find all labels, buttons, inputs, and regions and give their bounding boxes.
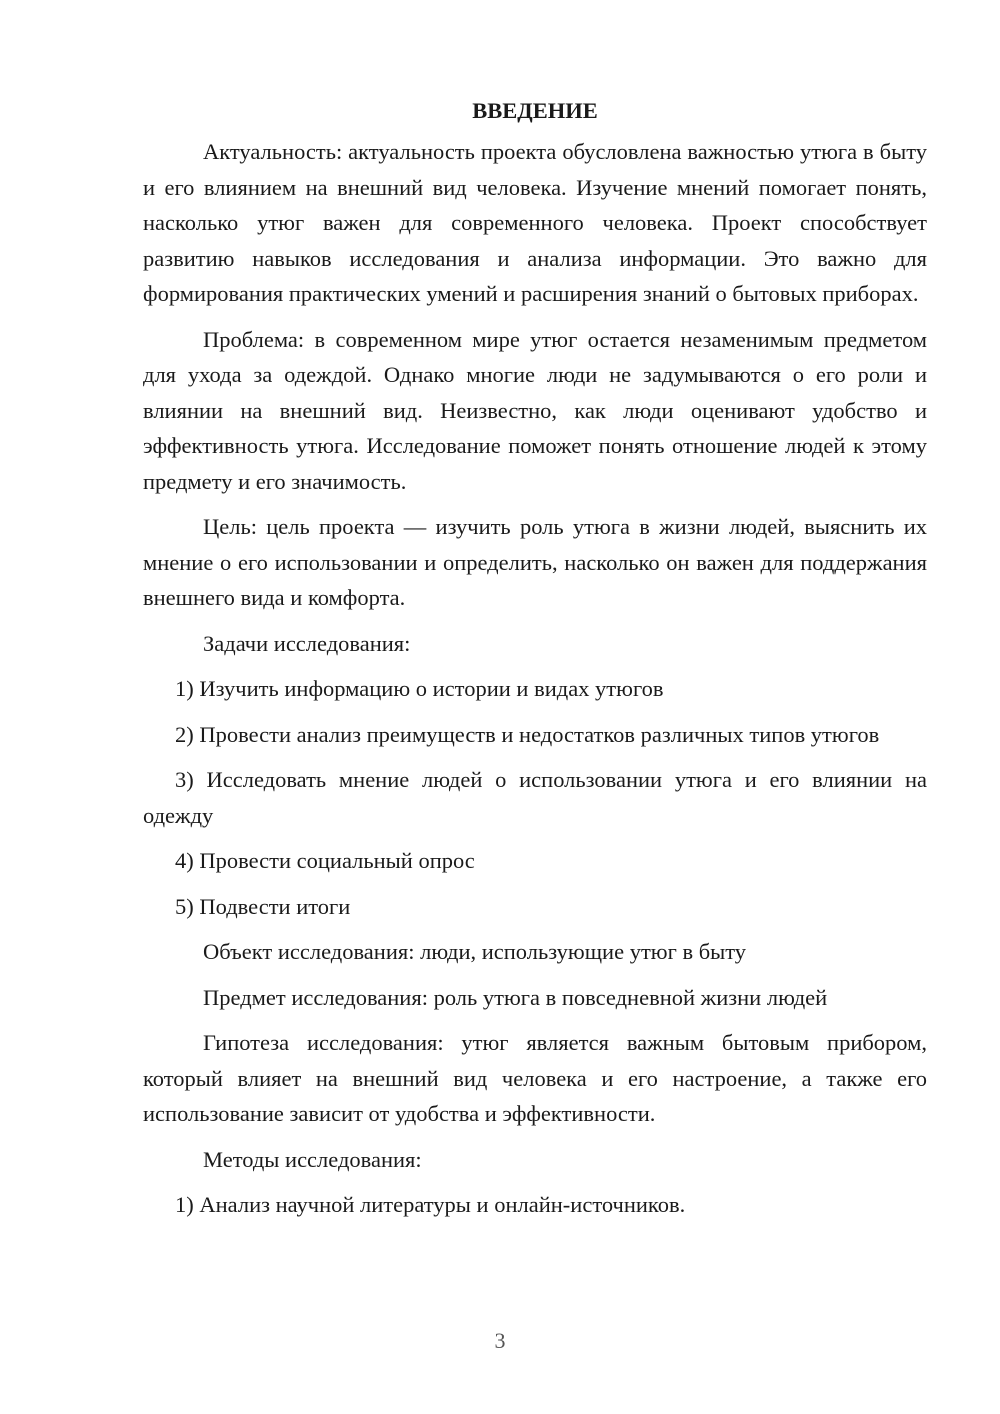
task-item-1: 1) Изучить информацию о истории и видах утюгов xyxy=(175,676,664,701)
task-item-3: 3) Исследовать мнение людей о использовании утюга и его влиянии на одежду xyxy=(143,767,927,828)
tasks-heading: Задачи исследования: xyxy=(203,630,411,656)
section-title: ВВЕДЕНИЕ xyxy=(472,98,598,123)
goal-paragraph: Цель: цель проекта — изучить роль утюга в жизни людей, выяснить их мнение о его использовании и определить, насколько он важен для поддержания внешнего вида и комфорта. xyxy=(143,514,927,610)
relevance-paragraph: Актуальность: актуальность проекта обусловлена важностью утюга в быту и его влиянием на внешний вид человека. Изучение мнений помогает понять, насколько утюг важен для современного человека. Проект способствует развитию навыков исследования и анализа информации. Это важно для формирования практических умений и расширения знаний о бытовых приборах. xyxy=(143,139,927,306)
page-content xyxy=(143,96,927,1233)
methods-heading: Методы исследования: xyxy=(203,1146,422,1172)
task-item-2: 2) Провести анализ преимуществ и недостатков различных типов утюгов xyxy=(175,721,880,747)
hypothesis-paragraph: Гипотеза исследования: утюг является важным бытовым прибором, который влияет на внешний вид человека и его настроение, а также его использование зависит от удобства и эффективности. xyxy=(143,1030,927,1126)
subject-line: Предмет исследования: роль утюга в повседневной жизни людей xyxy=(203,984,828,1010)
task-item-5: 5) Подвести итоги xyxy=(175,893,351,919)
page-number: 3 xyxy=(494,1328,506,1353)
problem-paragraph: Проблема: в современном мире утюг остается незаменимым предметом для ухода за одеждой. Однако многие люди не задумываются о его роли и влиянии на внешний вид. Неизвестно, как люди оценивают удобство и эффективность утюга. Исследование поможет понять отношение людей к этому предмету и его значимость. xyxy=(143,326,927,494)
task-item-4: 4) Провести социальный опрос xyxy=(175,848,475,873)
method-item-1: 1) Анализ научной литературы и онлайн-источников. xyxy=(175,1192,686,1217)
object-line: Объект исследования: люди, использующие утюг в быту xyxy=(203,939,747,964)
